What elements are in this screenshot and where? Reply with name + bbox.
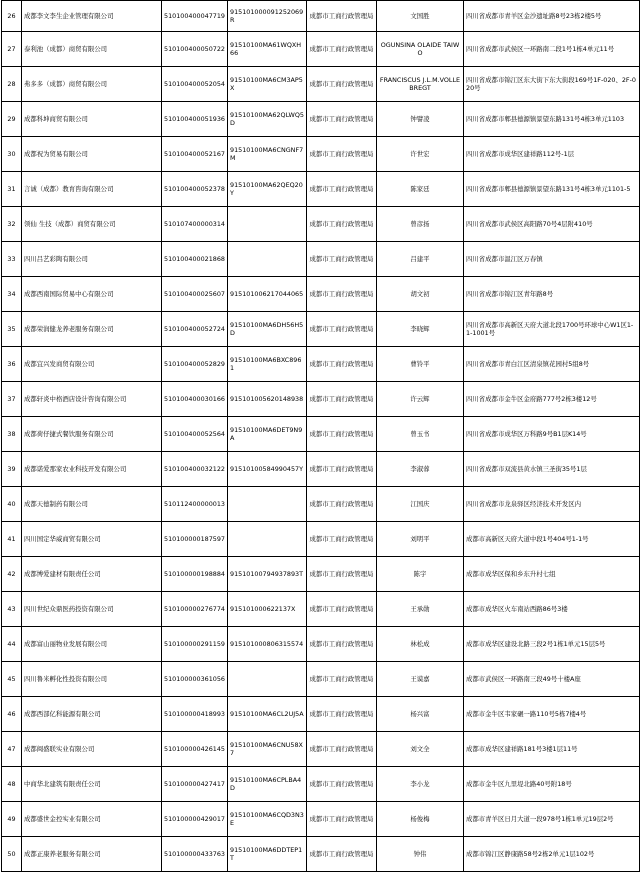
credit-code: 91510100MA6CNGNF7M (228, 137, 307, 172)
company-address: 四川省成都市成华区建祥路112号-1层 (464, 137, 640, 172)
company-name: 四川世纪众鼎医药投资有限公司 (22, 592, 162, 627)
legal-representative: 胡文初 (377, 277, 464, 312)
registration-authority: 成都市工商行政管理局 (307, 1, 377, 32)
registration-authority: 成都市工商行政管理局 (307, 172, 377, 207)
company-name: 成都科坤商贸有限公司 (22, 102, 162, 137)
row-number: 28 (2, 67, 22, 102)
row-number: 45 (2, 662, 22, 697)
company-address: 四川省成都市成华区万科路9号B1层K14号 (464, 417, 640, 452)
legal-representative: 钟譬凌 (377, 102, 464, 137)
registration-authority: 成都市工商行政管理局 (307, 32, 377, 67)
table-row (2, 732, 640, 767)
company-name: 言诚（成都）教育咨询有限公司 (22, 172, 162, 207)
row-number: 42 (2, 557, 22, 592)
registration-number: 510100000291159 (162, 627, 228, 662)
table-row (2, 137, 640, 172)
credit-code: 915101006217044065 (228, 277, 307, 312)
company-address: 四川省成都市金牛区金府路777号2栋3楼12号 (464, 382, 640, 417)
registration-number: 510100000198884 (162, 557, 228, 592)
registration-number: 510100400052724 (162, 312, 228, 347)
legal-representative: 杨俊梅 (377, 802, 464, 837)
registration-authority: 成都市工商行政管理局 (307, 767, 377, 802)
company-name: 成都富山丽物业发展有限公司 (22, 627, 162, 662)
company-name: 领仙 生技（成都）商贸有限公司 (22, 207, 162, 242)
credit-code: 91510100MA62QEQ20Y (228, 172, 307, 207)
row-number: 37 (2, 382, 22, 417)
company-address: 成都市青羊区日月大道一段978号1栋1单元19层2号 (464, 802, 640, 837)
registration-authority: 成都市工商行政管理局 (307, 697, 377, 732)
row-number: 27 (2, 32, 22, 67)
company-name: 四川国定华威商贸有限公司 (22, 522, 162, 557)
row-number: 34 (2, 277, 22, 312)
company-address: 成都市高新区天府大道中段1号404号1-1号 (464, 522, 640, 557)
legal-representative: 江国庆 (377, 487, 464, 522)
company-name: 四川吕艺彩陶有限公司 (22, 242, 162, 277)
row-number: 39 (2, 452, 22, 487)
company-address: 四川省成都市锦江区青年路8号 (464, 277, 640, 312)
company-name: 成都李文李生企业管理有限公司 (22, 1, 162, 32)
legal-representative: FRANCISCUS J.L.M.VOLLEBREGT (377, 67, 464, 102)
company-address: 成都市成华区建设北路三段2号1栋1单元15层5号 (464, 627, 640, 662)
registration-number: 510100400032122 (162, 452, 228, 487)
company-name: 成都博爱建材有限责任公司 (22, 557, 162, 592)
credit-code: 915101000806315574 (228, 627, 307, 662)
registration-authority: 成都市工商行政管理局 (307, 837, 377, 872)
registration-number: 510100400030166 (162, 382, 228, 417)
registration-authority: 成都市工商行政管理局 (307, 102, 377, 137)
company-name: 四川鲁米孵化性投资有限公司 (22, 662, 162, 697)
registration-number: 510100000418993 (162, 697, 228, 732)
company-address: 四川省成都市青白江区清泉镇花园村5组8号 (464, 347, 640, 382)
company-name: 成都祝为贸易有限公司 (22, 137, 162, 172)
company-address: 成都市成华区建祥路181号3楼1层11号 (464, 732, 640, 767)
registration-authority: 成都市工商行政管理局 (307, 802, 377, 837)
company-address: 四川省成都市武侯区一环路南二段1号1栋4单元11号 (464, 32, 640, 67)
credit-code (228, 242, 307, 277)
legal-representative: 曾彦扬 (377, 207, 464, 242)
table-row (2, 207, 640, 242)
row-number: 29 (2, 102, 22, 137)
company-address: 四川省成都市高新区天府大道北段1700号环球中心W1区1-1-1001号 (464, 312, 640, 347)
registration-number: 510100400052829 (162, 347, 228, 382)
table-row (2, 487, 640, 522)
registration-authority: 成都市工商行政管理局 (307, 557, 377, 592)
registration-number: 510100400052054 (162, 67, 228, 102)
table-row (2, 837, 640, 872)
credit-code: 915101005620148938 (228, 382, 307, 417)
credit-code: 91510100584990457Y (228, 452, 307, 487)
registration-number: 510100000433763 (162, 837, 228, 872)
registration-authority: 成都市工商行政管理局 (307, 277, 377, 312)
table-row (2, 522, 640, 557)
registration-authority: 成都市工商行政管理局 (307, 312, 377, 347)
credit-code: 91510100MA6DET9N9A (228, 417, 307, 452)
row-number: 46 (2, 697, 22, 732)
company-name: 成都轩炎中格酒店设计咨询有限公司 (22, 382, 162, 417)
credit-code: 91510100794937893T (228, 557, 307, 592)
table-row (2, 767, 640, 802)
company-name: 成都荷仔捷式餐饮服务有限公司 (22, 417, 162, 452)
credit-code: 91510100MA6CQD3N3E (228, 802, 307, 837)
company-name: 成都闽盛联实业有限公司 (22, 732, 162, 767)
credit-code: 91510100MA6CM3AP5X (228, 67, 307, 102)
registration-number: 510100400025607 (162, 277, 228, 312)
registration-authority: 成都市工商行政管理局 (307, 732, 377, 767)
company-name: 成都诺爱那家农业科技开发有限公司 (22, 452, 162, 487)
registration-authority: 成都市工商行政管理局 (307, 592, 377, 627)
registration-number: 510100000276774 (162, 592, 228, 627)
legal-representative: 李淑蓉 (377, 452, 464, 487)
credit-code (228, 487, 307, 522)
table-row (2, 802, 640, 837)
registration-number: 510100400051936 (162, 102, 228, 137)
registration-number: 510100000361056 (162, 662, 228, 697)
registration-authority: 成都市工商行政管理局 (307, 67, 377, 102)
row-number: 49 (2, 802, 22, 837)
credit-code: 91510100MA6CPLBA4D (228, 767, 307, 802)
company-name: 成都正康养老服务有限公司 (22, 837, 162, 872)
row-number: 48 (2, 767, 22, 802)
table-row (2, 172, 640, 207)
legal-representative: 李小龙 (377, 767, 464, 802)
row-number: 44 (2, 627, 22, 662)
legal-representative: 许世宏 (377, 137, 464, 172)
table-row (2, 312, 640, 347)
table-row (2, 662, 640, 697)
credit-code: 91510100MA62QLWQ5D (228, 102, 307, 137)
legal-representative: 曹铃平 (377, 347, 464, 382)
company-address: 四川省成都市龙泉驿区经济技术开发区内 (464, 487, 640, 522)
company-address: 成都市锦江区静康路58号2栋2单元1层102号 (464, 837, 640, 872)
credit-code (228, 522, 307, 557)
registration-number: 510100000429017 (162, 802, 228, 837)
company-address: 四川省成都市郫县德源镇景望东路131号4栋3单元1103 (464, 102, 640, 137)
row-number: 26 (2, 1, 22, 32)
table-row (2, 1, 640, 32)
company-address: 四川省成都市双流县黄水镇三圣街35号1层 (464, 452, 640, 487)
registration-number: 510100400050722 (162, 32, 228, 67)
company-name: 成都西南国际贸易中心有限公司 (22, 277, 162, 312)
registration-number: 510100400052167 (162, 137, 228, 172)
row-number: 35 (2, 312, 22, 347)
row-number: 41 (2, 522, 22, 557)
registration-authority: 成都市工商行政管理局 (307, 137, 377, 172)
company-name: 泰利池（成都）商贸有限公司 (22, 32, 162, 67)
table-row (2, 102, 640, 137)
registration-number: 510100000187597 (162, 522, 228, 557)
company-name: 成都西部亿科能源有限公司 (22, 697, 162, 732)
registration-authority: 成都市工商行政管理局 (307, 207, 377, 242)
registration-authority: 成都市工商行政管理局 (307, 382, 377, 417)
legal-representative: 杨兴富 (377, 697, 464, 732)
credit-code: 91510100MA6CNU58X7 (228, 732, 307, 767)
company-address: 四川省成都市郫县德源镇景望东路131号4栋3单元1101-5 (464, 172, 640, 207)
company-address: 成都市武侯区一环路南三段49号十楼A座 (464, 662, 640, 697)
legal-representative: 李晓辉 (377, 312, 464, 347)
legal-representative: 王谟嘉 (377, 662, 464, 697)
credit-code: 915101000622137X (228, 592, 307, 627)
company-address: 成都市成华区火车南站西路86号3楼 (464, 592, 640, 627)
registration-number: 510112400000013 (162, 487, 228, 522)
legal-representative: 许云辉 (377, 382, 464, 417)
company-name: 弗多多（成都）商贸有限公司 (22, 67, 162, 102)
credit-code: 91510100MA61WQXH66 (228, 32, 307, 67)
company-address: 成都市金牛区韦家碾一路110号5栋7楼4号 (464, 697, 640, 732)
row-number: 32 (2, 207, 22, 242)
credit-code (228, 207, 307, 242)
row-number: 38 (2, 417, 22, 452)
row-number: 30 (2, 137, 22, 172)
table-row (2, 592, 640, 627)
row-number: 40 (2, 487, 22, 522)
credit-code: 91510100MA6CL2UJ5A (228, 697, 307, 732)
company-address: 成都市成华区保和乡东升村七组 (464, 557, 640, 592)
company-name: 成都宜兴发商贸有限公司 (22, 347, 162, 382)
table-row (2, 557, 640, 592)
registration-number: 510100400021868 (162, 242, 228, 277)
registration-authority: 成都市工商行政管理局 (307, 662, 377, 697)
legal-representative: OGUNSINA OLAIDE TAIWO (377, 32, 464, 67)
table-row (2, 627, 640, 662)
legal-representative: 陈家廷 (377, 172, 464, 207)
registration-authority: 成都市工商行政管理局 (307, 487, 377, 522)
legal-representative: 王承勋 (377, 592, 464, 627)
table-row (2, 277, 640, 312)
company-name: 成都盛世金控实业有限公司 (22, 802, 162, 837)
registration-number: 510100400052564 (162, 417, 228, 452)
company-address: 四川省成都市武侯区高阳路70号4层附410号 (464, 207, 640, 242)
legal-representative: 林松成 (377, 627, 464, 662)
table-row (2, 382, 640, 417)
legal-representative: 文国胜 (377, 1, 464, 32)
registration-authority: 成都市工商行政管理局 (307, 242, 377, 277)
credit-code (228, 662, 307, 697)
row-number: 36 (2, 347, 22, 382)
company-address: 四川省成都市温江区万春镇 (464, 242, 640, 277)
registration-authority: 成都市工商行政管理局 (307, 417, 377, 452)
registration-number: 510100000426145 (162, 732, 228, 767)
registration-number: 510100400047719 (162, 1, 228, 32)
company-address: 四川省成都市青羊区金沙遗址路8号23栋2楼5号 (464, 1, 640, 32)
registration-number: 510100000427417 (162, 767, 228, 802)
legal-representative: 刘文全 (377, 732, 464, 767)
registration-authority: 成都市工商行政管理局 (307, 627, 377, 662)
table-row (2, 697, 640, 732)
company-table (1, 0, 640, 872)
legal-representative: 吕建平 (377, 242, 464, 277)
company-address: 成都市金牛区九里堤北路40号附18号 (464, 767, 640, 802)
table-row (2, 242, 640, 277)
row-number: 31 (2, 172, 22, 207)
credit-code: 915101000091252069R (228, 1, 307, 32)
registration-authority: 成都市工商行政管理局 (307, 522, 377, 557)
credit-code: 91510100MA6DDTEP1T (228, 837, 307, 872)
row-number: 50 (2, 837, 22, 872)
table-row (2, 347, 640, 382)
legal-representative: 陈宇 (377, 557, 464, 592)
legal-representative: 刘明平 (377, 522, 464, 557)
company-name: 中商华北建筑有限责任公司 (22, 767, 162, 802)
company-name: 成都荣润健龙养老服务有限公司 (22, 312, 162, 347)
table-row (2, 67, 640, 102)
legal-representative: 钟伟 (377, 837, 464, 872)
credit-code: 91510100MA6DH56H5D (228, 312, 307, 347)
legal-representative: 曾玉书 (377, 417, 464, 452)
company-address: 四川省成都市锦江区东大街下东大街段169号1F-020、2F-020号 (464, 67, 640, 102)
row-number: 47 (2, 732, 22, 767)
registration-authority: 成都市工商行政管理局 (307, 452, 377, 487)
row-number: 33 (2, 242, 22, 277)
table-row (2, 452, 640, 487)
row-number: 43 (2, 592, 22, 627)
registration-authority: 成都市工商行政管理局 (307, 347, 377, 382)
credit-code: 91510100MA6BXC8961 (228, 347, 307, 382)
registration-number: 510100400052378 (162, 172, 228, 207)
table-row (2, 32, 640, 67)
table-row (2, 417, 640, 452)
registration-number: 510107400000314 (162, 207, 228, 242)
company-name: 成都天德制药有限公司 (22, 487, 162, 522)
